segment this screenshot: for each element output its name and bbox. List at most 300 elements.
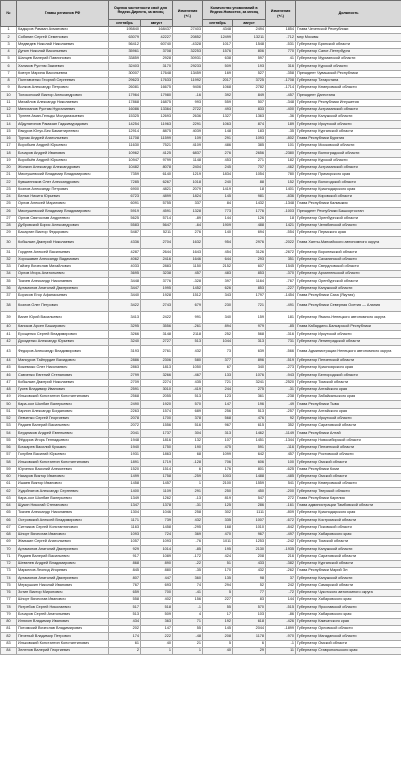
- row-number: 14: [1, 121, 17, 128]
- governor-name: Потомский Вячеслав Владимирович: [17, 626, 109, 633]
- ya-news-change: 92: [266, 415, 296, 422]
- subheader-aug: август: [233, 20, 266, 27]
- ya-news-aug: 2130: [233, 546, 266, 553]
- ya-news-aug: 361: [233, 394, 266, 401]
- position: Губернатор Калужской области: [296, 285, 401, 292]
- ya-news-sep: 135: [203, 575, 233, 582]
- ya-direct-change: 68: [173, 452, 203, 459]
- ya-news-change: 352: [266, 423, 296, 430]
- col-header-num: №: [1, 1, 17, 27]
- ya-direct-sep: 17964: [109, 92, 141, 99]
- position: мэр Москвы: [296, 34, 401, 41]
- position: Глава администрации Тамбовской области: [296, 502, 401, 509]
- ya-direct-change: 1: [173, 647, 203, 654]
- row-number: 23: [1, 186, 17, 193]
- ya-direct-change: 360: [173, 575, 203, 582]
- ya-direct-sep: 1057: [109, 539, 141, 546]
- ya-news-aug: 1164: [233, 278, 266, 285]
- ya-news-sep: 12499: [203, 34, 233, 41]
- ya-news-sep: 276: [203, 150, 233, 157]
- governor-name: Маркелов Леонид Игоревич: [17, 568, 109, 575]
- row-number: 51: [1, 408, 17, 415]
- ya-news-change: -809: [266, 510, 296, 517]
- table-row: [1, 278, 401, 285]
- position: Глава Республики Карелия: [296, 495, 401, 502]
- ya-direct-aug: 724: [141, 531, 173, 538]
- ya-news-change: -2520: [266, 379, 296, 386]
- position: Губернатор Белгородской области: [296, 372, 401, 379]
- governor-name: Бердников Андрей Евгеньевич: [17, 430, 109, 437]
- ya-direct-aug: 6267: [141, 179, 173, 186]
- ya-news-sep: 493: [203, 106, 233, 113]
- ya-direct-sep: 2886: [109, 357, 141, 364]
- ya-news-aug: 570: [233, 604, 266, 611]
- governor-name: Шевелев Андрей Владимирович: [17, 560, 109, 567]
- ya-news-change: 457: [266, 452, 296, 459]
- ya-direct-sep: 2709: [109, 379, 141, 386]
- governor-name: Островский Алексей Владимирович: [17, 517, 109, 524]
- ya-news-aug: 1462: [233, 430, 266, 437]
- governor-name: Орлов Алексей Маратович: [17, 201, 109, 208]
- position: Президент Дагестана: [296, 92, 401, 99]
- ya-direct-change: -41: [173, 589, 203, 596]
- ya-direct-sep: 3448: [109, 278, 141, 285]
- table-row: [1, 179, 401, 186]
- position: Губернатор Иркутской области: [296, 121, 401, 128]
- ya-news-aug: 896: [233, 357, 266, 364]
- governor-name: Гордеев Алексей Васильевич: [17, 249, 109, 256]
- table-row: [1, 312, 401, 324]
- ya-direct-sep: 929: [109, 546, 141, 553]
- ya-news-sep: 170: [203, 568, 233, 575]
- position: Губернатор Татарстана: [296, 77, 401, 84]
- ya-news-aug: 849: [233, 92, 266, 99]
- ya-direct-aug: 3010: [141, 386, 173, 393]
- row-number: 43: [1, 345, 17, 357]
- position: Губернатор Челябинской области: [296, 222, 401, 229]
- ya-direct-aug: 700: [141, 589, 173, 596]
- ya-news-aug: 606: [233, 459, 266, 466]
- ya-news-aug: 450: [233, 488, 266, 495]
- ya-news-sep: 2017: [203, 77, 233, 84]
- ya-direct-aug: 693: [141, 582, 173, 589]
- ya-direct-change: 2079: [173, 186, 203, 193]
- ya-news-change: -1149: [266, 430, 296, 437]
- position: Губернатор Оренбургской области: [296, 215, 401, 222]
- governor-name: Ильковский Константин Константинович: [17, 640, 109, 647]
- position: Губернатор Костромской области: [296, 517, 401, 524]
- position: Губернатор Магаданской области: [296, 633, 401, 640]
- table-row: [1, 128, 401, 135]
- ya-direct-sep: 3193: [109, 345, 141, 357]
- ya-direct-change: 304: [173, 430, 203, 437]
- ya-news-aug: 1010: [233, 524, 266, 531]
- row-number: 64: [1, 502, 17, 509]
- row-number: 1: [1, 27, 17, 34]
- governor-name: Кобылкин Дмитрий Николаевич: [17, 237, 109, 249]
- table-row: [1, 444, 401, 451]
- ya-direct-change: 2291: [173, 121, 203, 128]
- row-number: 21: [1, 172, 17, 179]
- ya-direct-change: 2722: [173, 106, 203, 113]
- ya-news-sep: 1909: [203, 222, 233, 229]
- ya-direct-change: 570: [173, 401, 203, 408]
- ya-news-sep: 1419: [203, 186, 233, 193]
- ya-direct-aug: 1514: [141, 466, 173, 473]
- ya-news-sep: 55: [203, 604, 233, 611]
- ya-direct-sep: 2078: [109, 415, 141, 422]
- row-number: 50: [1, 401, 17, 408]
- ya-direct-sep: 4033: [109, 263, 141, 270]
- governor-name: Бочаров Андрей Иванович: [17, 150, 109, 157]
- ya-direct-change: -261: [173, 324, 203, 331]
- governor-name: Халиков Рустэм Закиевич: [17, 63, 109, 70]
- governor-name: Карлин Александр Богданович: [17, 408, 109, 415]
- ya-direct-aug: 13364: [141, 106, 173, 113]
- table-row: [1, 48, 401, 55]
- ya-direct-aug: 2883: [141, 263, 173, 270]
- ya-news-aug: 476: [233, 415, 266, 422]
- ya-news-sep: 2100: [203, 481, 233, 488]
- ya-news-sep: 244: [203, 386, 233, 393]
- ya-news-change: -257: [266, 408, 296, 415]
- table-row: [1, 510, 401, 517]
- row-number: 57: [1, 452, 17, 459]
- row-number: 48: [1, 386, 17, 393]
- ya-news-aug: 1178: [233, 633, 266, 640]
- row-number: 35: [1, 278, 17, 285]
- ya-news-sep: 294: [203, 582, 233, 589]
- ya-direct-aug: 9799: [141, 157, 173, 164]
- ya-direct-aug: 1813: [141, 365, 173, 372]
- table-row: [1, 172, 401, 179]
- ya-direct-sep: 659: [109, 589, 141, 596]
- ya-news-sep: 343: [203, 292, 233, 299]
- table-row: [1, 647, 401, 654]
- table-row: [1, 157, 401, 164]
- row-number: 76: [1, 589, 17, 596]
- ya-direct-aug: 7521: [141, 143, 173, 150]
- col-header-change1: Изменения (+/-): [173, 1, 203, 27]
- table-row: [1, 452, 401, 459]
- governor-name: Шанцев Валерий Павлинович: [17, 56, 109, 63]
- row-number: 30: [1, 237, 17, 249]
- ya-news-change: -1454: [266, 292, 296, 299]
- governor-name: Артамонов Анатолий Дмитриевич: [17, 575, 109, 582]
- ya-direct-sep: 767: [109, 582, 141, 589]
- governor-name: Радаев Валерий Васильевич: [17, 553, 109, 560]
- ya-news-change: 731: [266, 338, 296, 345]
- position: Губернатор Калужской области: [296, 114, 401, 121]
- row-number: 80: [1, 618, 17, 625]
- ya-news-aug: 1432: [233, 201, 266, 208]
- table-row: [1, 618, 401, 625]
- table-row: [1, 222, 401, 229]
- ya-direct-aug: 3170: [141, 63, 173, 70]
- ya-direct-aug: 2928: [141, 56, 173, 63]
- ya-direct-sep: 12914: [109, 128, 141, 135]
- ya-news-sep: 638: [203, 56, 233, 63]
- ya-direct-sep: 434: [109, 618, 141, 625]
- ya-news-aug: 527: [233, 70, 266, 77]
- ya-direct-aug: 12693: [141, 114, 173, 121]
- governor-name: Орлов Игорь Анатольевич: [17, 271, 109, 278]
- ya-news-sep: 302: [203, 510, 233, 517]
- ya-news-change: -31: [266, 386, 296, 393]
- row-number: 81: [1, 626, 17, 633]
- ya-news-sep: 291: [203, 135, 233, 142]
- position: Глава Республики Тыва: [296, 401, 401, 408]
- row-number: 11: [1, 99, 17, 106]
- position: Губернатор Ямало-Ненецкого автономного округа: [296, 312, 401, 324]
- ya-news-change: 101: [266, 143, 296, 150]
- ya-news-sep: 67: [203, 365, 233, 372]
- ya-news-sep: 340: [203, 312, 233, 324]
- ya-direct-sep: 1347: [109, 502, 141, 509]
- ya-direct-sep: 1400: [109, 488, 141, 495]
- ya-news-aug: 853: [233, 285, 266, 292]
- ya-news-change: 780: [266, 172, 296, 179]
- ya-direct-change: 55: [173, 626, 203, 633]
- ya-direct-change: 13459: [173, 70, 203, 77]
- col-header-position: Должность: [296, 1, 401, 27]
- ya-direct-aug: 2055: [141, 394, 173, 401]
- ya-news-change: -802: [266, 135, 296, 142]
- ya-direct-aug: 1758: [141, 473, 173, 480]
- ya-direct-aug: 1046: [141, 510, 173, 517]
- ya-direct-aug: 5755: [141, 201, 173, 208]
- ya-news-sep: 486: [203, 143, 233, 150]
- governor-name: Козлов Олег Петрович: [17, 300, 109, 312]
- ya-direct-aug: 739: [141, 517, 173, 524]
- row-number: 24: [1, 193, 17, 200]
- ya-news-change: -348: [266, 99, 296, 106]
- governor-name: Гайзер Вячеслав Михайлович: [17, 263, 109, 270]
- ya-news-change: -1: [266, 640, 296, 647]
- subheader-sep: сентябрь: [203, 20, 233, 27]
- ya-direct-aug: 2761: [141, 345, 173, 357]
- ya-direct-aug: 11963: [141, 121, 173, 128]
- position: Губернатор Красноярского края: [296, 365, 401, 372]
- ya-direct-aug: 8078: [141, 164, 173, 171]
- ya-direct-aug: 3776: [141, 278, 173, 285]
- row-number: 58: [1, 459, 17, 466]
- ya-direct-sep: 17868: [109, 99, 141, 106]
- ya-direct-change: -31: [173, 502, 203, 509]
- ya-direct-change: -64: [173, 222, 203, 229]
- table-row: [1, 292, 401, 299]
- ya-direct-change: 258: [173, 510, 203, 517]
- ya-direct-aug: 3556: [141, 324, 173, 331]
- table-row: [1, 63, 401, 70]
- ya-news-sep: 192: [203, 618, 233, 625]
- position: Губернатор Кемеровской области: [296, 85, 401, 92]
- table-row: [1, 517, 401, 524]
- ya-direct-change: 132: [173, 437, 203, 444]
- position: Глава Республики Бурятия: [296, 135, 401, 142]
- ya-direct-aug: 17633: [141, 77, 173, 84]
- row-number: 83: [1, 640, 17, 647]
- ya-news-aug: 13211: [233, 34, 266, 41]
- ya-direct-change: 1148: [173, 157, 203, 164]
- ya-direct-change: -172: [173, 553, 203, 560]
- ya-direct-sep: 3413: [109, 312, 141, 324]
- row-number: 19: [1, 157, 17, 164]
- governor-name: Канокoв Арсен Баширович: [17, 324, 109, 331]
- governor-name: Хорошавин Александр Вадимович: [17, 256, 109, 263]
- ya-direct-aug: 1737: [141, 430, 173, 437]
- position: Губернатор Омской области: [296, 473, 401, 480]
- position: Губернатор Саратовской области: [296, 553, 401, 560]
- ya-direct-sep: 1163: [109, 524, 141, 531]
- ya-news-aug: 874: [233, 121, 266, 128]
- ya-direct-sep: 2072: [109, 423, 141, 430]
- ya-direct-aug: 16675: [141, 85, 173, 92]
- ya-news-aug: 193: [233, 63, 266, 70]
- ya-direct-aug: 2727: [141, 338, 173, 345]
- ya-direct-change: -13: [173, 495, 203, 502]
- ya-news-sep: 40: [203, 647, 233, 654]
- ya-news-sep: 1327: [203, 114, 233, 121]
- ya-news-sep: 240: [203, 179, 233, 186]
- ya-news-change: 182: [266, 157, 296, 164]
- ya-news-aug: 967: [233, 531, 266, 538]
- table-row: [1, 99, 401, 106]
- governor-name: Левченко Сергей Георгиевич: [17, 415, 109, 422]
- table-row: [1, 597, 401, 604]
- ya-news-change: -485: [266, 473, 296, 480]
- table-row: [1, 237, 401, 249]
- ya-news-sep: 123: [203, 394, 233, 401]
- position: Глава Республики Алтай: [296, 430, 401, 437]
- ya-news-sep: 1099: [203, 452, 233, 459]
- ya-direct-change: 29233: [173, 63, 203, 70]
- ya-news-change: -462: [266, 164, 296, 171]
- ya-news-sep: 1068: [203, 85, 233, 92]
- position: Губернатор Мурманской области: [296, 56, 401, 63]
- ya-news-change: -842: [266, 524, 296, 531]
- governor-name: Белых Никита Юрьевич: [17, 193, 109, 200]
- ya-news-change: -531: [266, 41, 296, 48]
- ya-news-change: 1401: [266, 186, 296, 193]
- col-header-change2: Изменения (+/-): [266, 1, 296, 27]
- position: Губернатор Калужской области: [296, 546, 401, 553]
- ya-direct-sep: 513: [109, 611, 141, 618]
- ya-news-aug: 1253: [233, 539, 266, 546]
- row-number: 78: [1, 604, 17, 611]
- ya-news-sep: 4348: [203, 27, 233, 34]
- ya-direct-sep: 3295: [109, 324, 141, 331]
- ya-direct-change: -16: [173, 92, 203, 99]
- governor-name: Тулеев Аман-Гельды Молдагазыевич: [17, 114, 109, 121]
- row-number: 36: [1, 285, 17, 292]
- table-row: [1, 300, 401, 312]
- position: Глава Республики Северная Осетия — Алания: [296, 300, 401, 312]
- ya-news-sep: 84: [203, 201, 233, 208]
- ya-news-aug: 806: [233, 48, 266, 55]
- row-number: 55: [1, 437, 17, 444]
- ya-news-aug: 639: [233, 345, 266, 357]
- ya-news-change: 351: [266, 256, 296, 263]
- position: Губернатор Пензенской области: [296, 444, 401, 451]
- ya-direct-aug: 890: [141, 560, 173, 567]
- ya-direct-aug: 1458: [141, 524, 173, 531]
- table-row: [1, 338, 401, 345]
- ya-direct-change: -22: [173, 560, 203, 567]
- table-row: [1, 114, 401, 121]
- ya-direct-sep: 558: [109, 597, 141, 604]
- governor-name: Зотин Виктор Миронович: [17, 589, 109, 596]
- ya-direct-sep: 4062: [109, 256, 141, 263]
- table-row: [1, 394, 401, 401]
- ya-direct-aug: 1109: [141, 488, 173, 495]
- ya-direct-sep: 5583: [109, 222, 141, 229]
- ya-news-aug: 507: [233, 99, 266, 106]
- ya-direct-change: 991: [173, 312, 203, 324]
- ya-news-aug: 126: [233, 215, 266, 222]
- row-number: 47: [1, 379, 17, 386]
- ya-direct-sep: 1349: [109, 495, 141, 502]
- ya-direct-sep: 3440: [109, 292, 141, 299]
- position: Глава Ханты-Мансийского автономного округа: [296, 237, 401, 249]
- ya-news-aug: 3725: [233, 77, 266, 84]
- ya-news-sep: 644: [203, 256, 233, 263]
- row-number: 42: [1, 338, 17, 345]
- ya-direct-change: 1219: [173, 172, 203, 179]
- ya-direct-sep: 26081: [109, 85, 141, 92]
- ya-news-change: 41: [266, 56, 296, 63]
- ya-news-sep: 424: [203, 553, 233, 560]
- row-number: 32: [1, 256, 17, 263]
- row-number: 26: [1, 208, 17, 215]
- table-row: [1, 437, 401, 444]
- table-row: [1, 459, 401, 466]
- table-row: [1, 345, 401, 357]
- governor-name: Ковтун Марина Васильевна: [17, 70, 109, 77]
- table-row: [1, 502, 401, 509]
- table-row: [1, 633, 401, 640]
- ya-direct-sep: 6091: [109, 201, 141, 208]
- ya-direct-change: 291: [173, 488, 203, 495]
- ya-direct-aug: 1262: [141, 495, 173, 502]
- governor-name: Ерощенко Сергей Владимирович: [17, 331, 109, 338]
- ya-news-change: -49: [266, 401, 296, 408]
- governor-name: Кобылкин Дмитрий Николаевич: [17, 379, 109, 386]
- governor-name: Юрченко Василий Алексеевич: [17, 466, 109, 473]
- ya-direct-change: 993: [173, 99, 203, 106]
- ya-direct-change: 1452: [173, 285, 203, 292]
- table-row: [1, 70, 401, 77]
- table-row: [1, 186, 401, 193]
- governor-name: Ильковский Константин Константинович: [17, 394, 109, 401]
- table-row: [1, 263, 401, 270]
- row-number: 70: [1, 546, 17, 553]
- ya-direct-aug: 363: [141, 618, 173, 625]
- table-row: [1, 379, 401, 386]
- ya-news-change: -426: [266, 618, 296, 625]
- ya-direct-sep: 6900: [109, 186, 141, 193]
- position: Глава Республики Калмыкия: [296, 201, 401, 208]
- ya-news-change: -273: [266, 365, 296, 372]
- ya-news-aug: 52: [233, 582, 266, 589]
- row-number: 49: [1, 394, 17, 401]
- ya-direct-change: 21: [173, 640, 203, 647]
- ya-direct-sep: 3422: [109, 300, 141, 312]
- ya-news-change: -200: [266, 488, 296, 495]
- ya-direct-aug: 518: [141, 604, 173, 611]
- ya-news-change: -36: [266, 114, 296, 121]
- ya-news-change: -712: [266, 34, 296, 41]
